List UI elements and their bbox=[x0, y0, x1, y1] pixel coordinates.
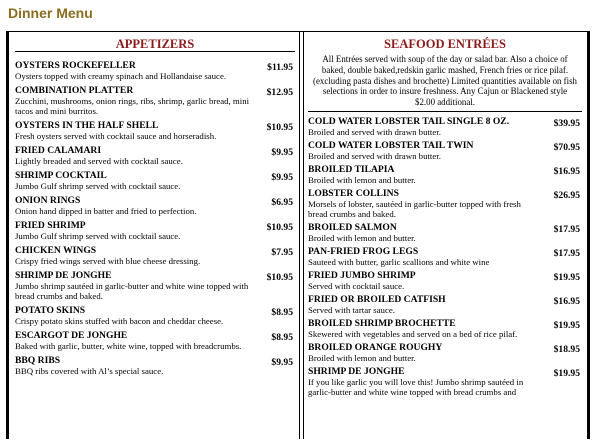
menu-item bbox=[308, 270, 582, 291]
menu-item bbox=[15, 330, 295, 351]
item-name: SHRIMP DE JONGHE bbox=[15, 270, 112, 281]
item-name: OYSTERS IN THE HALF SHELL bbox=[15, 120, 159, 131]
item-name: FRIED CALAMARI bbox=[15, 145, 102, 156]
item-price: $12.95 bbox=[266, 87, 293, 98]
item-description: If you like garlic you will love this! Jumbo shrimp sautéed in garlic-butter and white wine topped with bread crumbs and bbox=[308, 376, 524, 397]
item-price: $9.95 bbox=[271, 357, 293, 368]
appetizers-list bbox=[15, 60, 295, 376]
item-name: BROILED SALMON bbox=[308, 221, 397, 233]
menu-item bbox=[15, 305, 295, 326]
appetizers-column bbox=[15, 32, 295, 380]
item-price: $9.95 bbox=[271, 147, 293, 158]
item-description: Skewered with vegetables and served on a bed of rice pilaf. bbox=[308, 328, 518, 339]
menu-item bbox=[308, 318, 582, 339]
menu-item bbox=[308, 294, 582, 315]
item-description: Served with tartar sauce. bbox=[308, 304, 395, 315]
item-description: Jumbo Gulf shrimp served with cocktail sauce. bbox=[15, 231, 181, 241]
menu-item bbox=[308, 366, 582, 397]
item-price: $10.95 bbox=[266, 222, 293, 233]
item-price: $18.95 bbox=[553, 343, 580, 355]
item-price: $16.95 bbox=[553, 295, 580, 307]
item-price: $8.95 bbox=[271, 307, 293, 318]
item-description: Broiled and served with drawn butter. bbox=[308, 150, 441, 161]
item-name: POTATO SKINS bbox=[15, 305, 86, 316]
menu-item bbox=[15, 170, 295, 191]
item-name: BBQ RIBS bbox=[15, 355, 61, 366]
menu-item bbox=[308, 222, 582, 243]
item-description: Crispy potato skins stuffed with bacon and cheddar cheese. bbox=[15, 316, 224, 326]
menu-item bbox=[15, 195, 295, 216]
item-description: Jumbo shrimp sautéed in garlic-butter and white wine topped with bread crumbs and baked. bbox=[15, 281, 249, 301]
menu-item bbox=[15, 85, 295, 116]
item-price: $19.95 bbox=[553, 367, 580, 379]
item-price: $11.95 bbox=[267, 62, 293, 73]
menu-item bbox=[15, 270, 295, 301]
item-price: $16.95 bbox=[553, 165, 580, 177]
item-name: COLD WATER LOBSTER TAIL TWIN bbox=[308, 139, 474, 151]
item-name: FRIED OR BROILED CATFISH bbox=[308, 293, 446, 305]
item-description: Jumbo Gulf shrimp served with cocktail sauce. bbox=[15, 181, 181, 191]
item-price: $19.95 bbox=[553, 271, 580, 283]
menu-item bbox=[308, 342, 582, 363]
item-name: PAN-FRIED FROG LEGS bbox=[308, 245, 419, 257]
item-description: Broiled with lemon and butter. bbox=[308, 232, 416, 243]
item-name: BROILED TILAPIA bbox=[308, 163, 395, 175]
item-description: Sauteed with butter, garlic scallions and white wine bbox=[308, 256, 490, 267]
item-price: $17.95 bbox=[553, 247, 580, 259]
item-name: LOBSTER COLLINS bbox=[308, 187, 399, 199]
seafood-note: All Entrées served with soup of the day or salad bar. Also a choice of baked, double baked,redskin garlic mashed, French fries or rice pilaf. (excluding pasta dishes and brochette) Limited quantities available on fish selections in order to insure freshness. Any Cajun or Blackened style $2.00 additional. bbox=[308, 52, 582, 112]
item-name: SHRIMP DE JONGHE bbox=[308, 365, 405, 377]
menu-item bbox=[15, 120, 295, 141]
item-description: Baked with garlic, butter, white wine, topped with breadcrumbs. bbox=[15, 341, 242, 351]
seafood-list bbox=[308, 116, 582, 397]
menu-item bbox=[308, 164, 582, 185]
item-price: $7.95 bbox=[271, 247, 293, 258]
item-price: $10.95 bbox=[266, 272, 293, 283]
menu-item bbox=[15, 220, 295, 241]
item-description: Broiled and served with drawn butter. bbox=[308, 126, 441, 137]
item-name: FRIED SHRIMP bbox=[15, 220, 86, 231]
item-description: Broiled with lemon and butter. bbox=[308, 352, 416, 363]
item-name: BROILED ORANGE ROUGHY bbox=[308, 341, 443, 353]
item-description: Fresh oysters served with cocktail sauce and horseradish. bbox=[15, 131, 217, 141]
item-description: Crispy fried wings served with blue cheese dressing. bbox=[15, 256, 201, 266]
item-price: $8.95 bbox=[271, 332, 293, 343]
menu-frame bbox=[6, 31, 590, 439]
item-price: $6.95 bbox=[271, 197, 293, 208]
menu-item bbox=[308, 140, 582, 161]
item-description: Onion hand dipped in batter and fried to perfection. bbox=[15, 206, 197, 216]
item-price: $17.95 bbox=[553, 223, 580, 235]
item-name: OYSTERS ROCKEFELLER bbox=[15, 60, 136, 71]
page-title: Dinner Menu bbox=[8, 5, 93, 21]
menu-item bbox=[308, 116, 582, 137]
item-name: COLD WATER LOBSTER TAIL SINGLE 8 OZ. bbox=[308, 115, 510, 127]
item-price: $10.95 bbox=[266, 122, 293, 133]
item-name: CHICKEN WINGS bbox=[15, 245, 97, 256]
column-divider bbox=[299, 32, 304, 439]
item-name: ONION RINGS bbox=[15, 195, 81, 206]
item-price: $26.95 bbox=[553, 189, 580, 201]
item-description: Zucchini, mushrooms, onion rings, ribs, shrimp, garlic bread, mini tacos and mini burritos. bbox=[15, 96, 250, 116]
menu-item bbox=[308, 246, 582, 267]
seafood-heading: SEAFOOD ENTRÉES bbox=[384, 37, 506, 51]
item-description: BBQ ribs covered with Al’s special sauce. bbox=[15, 366, 164, 376]
item-price: $19.95 bbox=[553, 319, 580, 331]
item-description: Broiled with lemon and butter. bbox=[308, 174, 416, 185]
menu-item bbox=[15, 355, 295, 376]
item-description: Lightly breaded and served with cocktail sauce. bbox=[15, 156, 183, 166]
item-description: Morsels of lobster, sautéed in garlic-butter topped with fresh bread crumbs and baked. bbox=[308, 198, 521, 219]
item-price: $9.95 bbox=[271, 172, 293, 183]
menu-item bbox=[15, 60, 295, 81]
item-name: COMBINATION PLATTER bbox=[15, 85, 134, 96]
seafood-column bbox=[308, 32, 582, 400]
menu-item bbox=[15, 145, 295, 166]
item-name: FRIED JUMBO SHRIMP bbox=[308, 269, 416, 281]
item-name: SHRIMP COCKTAIL bbox=[15, 170, 107, 181]
menu-item bbox=[15, 245, 295, 266]
item-price: $70.95 bbox=[553, 141, 580, 153]
item-name: ESCARGOT DE JONGHE bbox=[15, 330, 128, 341]
menu-item bbox=[308, 188, 582, 219]
item-name: BROILED SHRIMP BROCHETTE bbox=[308, 317, 456, 329]
item-description: Served with cocktail sauce. bbox=[308, 280, 405, 291]
appetizers-heading: APPETIZERS bbox=[15, 32, 295, 52]
item-description: Oysters topped with creamy spinach and Hollandaise sauce. bbox=[15, 71, 227, 81]
item-price: $39.95 bbox=[553, 117, 580, 129]
